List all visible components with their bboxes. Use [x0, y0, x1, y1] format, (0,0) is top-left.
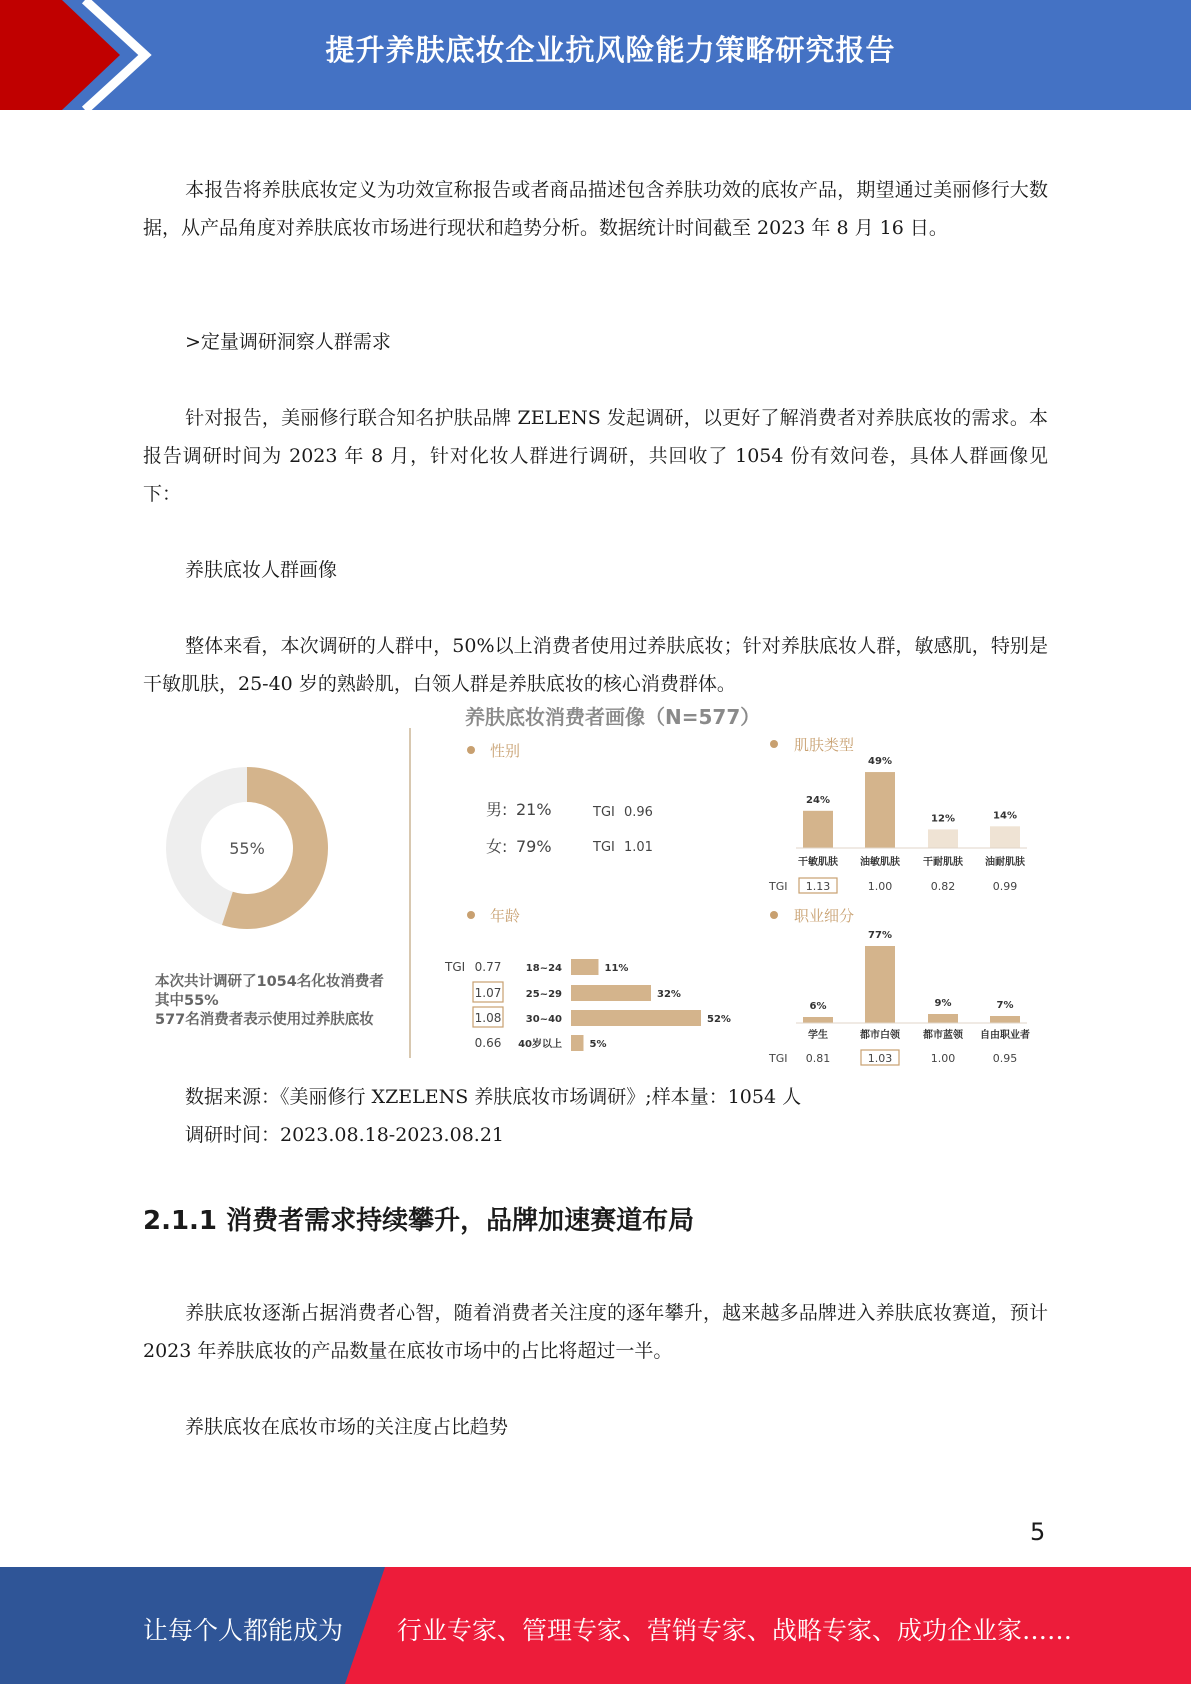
- survey-time: 调研时间：2023.08.18-2023.08.21: [185, 1124, 504, 1146]
- skin-pct-0: 24%: [806, 794, 830, 806]
- occ-label-1: 都市白领: [860, 1030, 900, 1041]
- gender-male-tgi-label: TGI: [593, 805, 615, 820]
- age-label-3: 40岁以上: [518, 1039, 562, 1050]
- age-tgi-0: 0.77: [474, 960, 502, 974]
- age-heading: 年龄: [490, 907, 521, 925]
- portrait-paragraph: 整体来看，本次调研的人群中，50%以上消费者使用过养肤底妆；针对养肤底妆人群，敏感肌，特别是干敏肌肤，25-40 岁的熟龄肌，白领人群是养肤底妆的核心消费群体。: [143, 635, 1048, 695]
- skin-label-1: 油敏肌肤: [860, 857, 900, 868]
- subheading-portrait: 养肤底妆人群画像: [185, 559, 338, 581]
- occ-tgi-1: 1.03: [867, 1052, 893, 1065]
- gender-female-pct: 79%: [516, 837, 552, 856]
- occ-tgi-0: 0.81: [805, 1052, 831, 1065]
- age-bar-chart: [473, 959, 731, 1051]
- gender-heading: 性别: [490, 742, 521, 760]
- footer-roles: 行业专家、管理专家、营销专家、战略专家、成功企业家……: [397, 1616, 1073, 1645]
- trend-paragraph: 养肤底妆逐渐占据消费者心智，随着消费者关注度的逐年攀升，越来越多品牌进入养肤底妆赛道，预计 2023 年养肤底妆的产品数量在底妆市场中的占比将超过一半。: [143, 1302, 1048, 1362]
- donut-center-label: 55%: [229, 839, 265, 858]
- skin-pct-2: 12%: [931, 813, 955, 825]
- age-tgi-3: 0.66: [474, 1036, 502, 1050]
- skin-heading: 肌肤类型: [794, 736, 855, 754]
- occ-bar-2: [928, 1014, 958, 1023]
- subheading-survey: >定量调研洞察人群需求: [185, 331, 391, 353]
- page-number: 5: [1030, 1518, 1046, 1546]
- occ-label-2: 都市蓝领: [923, 1030, 963, 1041]
- data-source: 数据来源：《美丽修行 XZELENS 养肤底妆市场调研》;样本量：1054 人: [185, 1086, 802, 1108]
- skin-bar-2: [928, 829, 958, 848]
- occ-tgi-2: 1.00: [930, 1052, 956, 1065]
- subheading-trend: 养肤底妆在底妆市场的关注度占比趋势: [185, 1416, 509, 1438]
- age-bullet-icon: [467, 911, 475, 919]
- occupation-bar-chart: [796, 930, 1030, 1065]
- skin-tgi-1: 1.00: [867, 880, 893, 893]
- note-line-2: 其中55%: [155, 993, 219, 1009]
- age-label-2: 30~40: [525, 1014, 562, 1025]
- skin-label-0: 干敏肌肤: [798, 857, 838, 868]
- occ-bar-3: [990, 1016, 1020, 1023]
- occupation-tgi-label: TGI: [769, 1052, 788, 1065]
- occupation-heading: 职业细分: [794, 907, 855, 925]
- gender-male-tgi: 0.96: [624, 805, 653, 820]
- skin-tgi-3: 0.99: [992, 880, 1018, 893]
- age-label-1: 25~29: [525, 989, 562, 1000]
- age-bar-2: [571, 1010, 701, 1026]
- gender-female-tgi-label: TGI: [593, 840, 615, 855]
- skin-tgi-0: 1.13: [805, 880, 831, 893]
- skin-tgi-label: TGI: [769, 880, 788, 893]
- header-bar: [0, 0, 1191, 110]
- age-bar-1: [571, 985, 651, 1001]
- skin-pct-1: 49%: [868, 756, 892, 768]
- skin-tgi-2: 0.82: [930, 880, 956, 893]
- occ-pct-2: 9%: [934, 998, 952, 1009]
- gender-female-label: 女:: [486, 837, 508, 856]
- infographic-title: 养肤底妆消费者画像（N=577）: [465, 705, 761, 729]
- occ-tgi-3: 0.95: [992, 1052, 1018, 1065]
- survey-paragraph: 针对报告，美丽修行联合知名护肤品牌 ZELENS 发起调研，以更好了解消费者对养肤底妆的需求。本报告调研时间为 2023 年 8 月，针对化妆人群进行调研，共回收了 1054 份有效问卷，具体人群画像见下：: [143, 407, 1048, 505]
- occupation-bullet-icon: [770, 911, 778, 919]
- age-pct-1: 32%: [657, 989, 681, 1000]
- intro-paragraph: 本报告将养肤底妆定义为功效宣称报告或者商品描述包含养肤功效的底妆产品，期望通过美丽修行大数据，从产品角度对养肤底妆市场进行现状和趋势分析。数据统计时间截至 2023 年 8 月 16 日。: [143, 179, 1048, 239]
- gender-female-tgi: 1.01: [624, 840, 653, 855]
- footer-slogan: 让每个人都能成为: [143, 1616, 344, 1645]
- skin-label-3: 油耐肌肤: [985, 857, 1025, 868]
- age-bar-3: [571, 1035, 584, 1051]
- usage-donut-chart: [166, 767, 328, 929]
- occ-pct-0: 6%: [809, 1001, 827, 1012]
- skin-bullet-icon: [770, 740, 778, 748]
- gender-male-label: 男:: [486, 800, 508, 819]
- note-line-1: 本次共计调研了1054名化妆消费者: [155, 974, 384, 990]
- occ-bar-0: [803, 1017, 833, 1023]
- skin-bar-1: [865, 772, 895, 848]
- skin-pct-3: 14%: [993, 810, 1017, 822]
- age-pct-0: 11%: [604, 963, 629, 974]
- age-label-0: 18~24: [525, 963, 562, 974]
- note-line-3: 577名消费者表示使用过养肤底妆: [155, 1012, 374, 1028]
- age-pct-3: 5%: [589, 1039, 607, 1050]
- age-bar-0: [571, 959, 599, 975]
- occ-pct-3: 7%: [996, 1000, 1014, 1011]
- occ-label-3: 自由职业者: [980, 1030, 1030, 1041]
- occ-pct-1: 77%: [868, 930, 892, 941]
- occ-bar-1: [865, 946, 895, 1023]
- skin-type-bar-chart: [796, 756, 1027, 893]
- age-tgi-1: 1.07: [474, 986, 502, 1000]
- gender-bullet-icon: [467, 746, 475, 754]
- header-title: 提升养肤底妆企业抗风险能力策略研究报告: [325, 33, 896, 67]
- skin-bar-0: [803, 811, 833, 848]
- age-tgi-2: 1.08: [474, 1011, 502, 1025]
- age-tgi-label: TGI: [445, 960, 466, 974]
- skin-bar-3: [990, 826, 1020, 848]
- section-heading: 2.1.1 消费者需求持续攀升，品牌加速赛道布局: [143, 1206, 695, 1236]
- consumer-portrait-infographic: [143, 700, 1048, 1070]
- gender-male-pct: 21%: [516, 800, 552, 819]
- skin-label-2: 干耐肌肤: [923, 857, 963, 868]
- age-pct-2: 52%: [707, 1014, 731, 1025]
- occ-label-0: 学生: [808, 1030, 828, 1041]
